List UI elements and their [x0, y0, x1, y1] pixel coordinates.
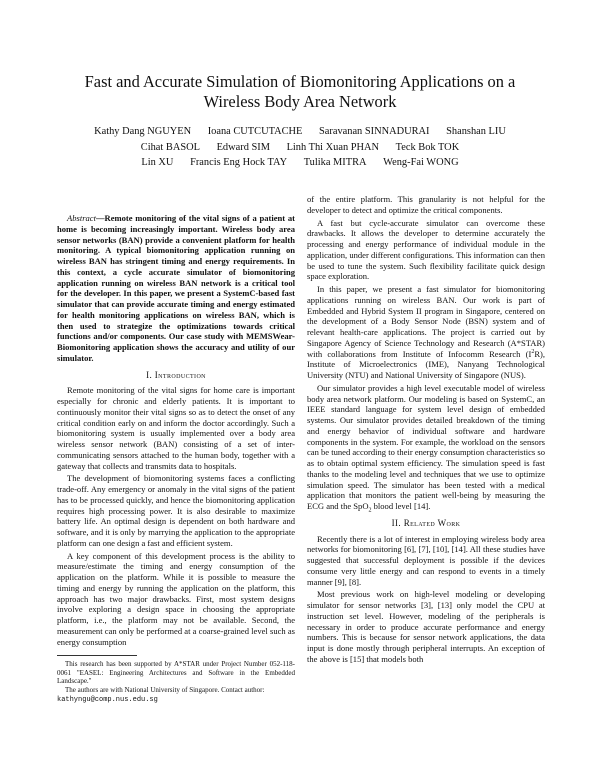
paragraph-text: In this paper, we present a fast simulator for biomonitoring applications running on wireless BAN. Our work is part of Embedded and Hybrid System II program in Singapore, centered on the development of a Body Sensor Node (BSN) system and of relevant health-care applications. The project is carried out by Singapore Agency of Science Technology and Research (A*STAR) with collaborations from Institute of Infocomm Research (I: [307, 284, 545, 359]
body-paragraph: A key component of this development process is the ability to measure/estimate the timing and energy consumption of the application on the platform. While it is possible to measure the timing and energy by running the application on the platform, this approach has two major drawbacks. First, most system designs involve exploring a design space in choosing the appropriate platform, i.e., the platform may not be available. Second, the measurement can only be performed at a coarse-grained level such as energy consumption: [57, 550, 295, 647]
author-name: Teck Bok TOK: [395, 141, 460, 153]
footnote-funding: This research has been supported by A*STAR under Project Number 052-118-0061 "EASEL: Engineering Architectures and Software in the Embedded Landscape.": [57, 660, 295, 686]
author-list: [60, 124, 540, 171]
left-column: [57, 213, 295, 704]
author-name: Kathy Dang NGUYEN: [94, 126, 192, 137]
paragraph-text: R), Institute of Microelectronics (IME), Nanyang Technological University (NTU) and National University of Singapore (NUS).: [307, 348, 545, 380]
body-paragraph: [307, 284, 545, 381]
author-line-3: [60, 155, 540, 171]
abstract-text: —Remote monitoring of the vital signs of a patient at home is becoming increasingly important. Wireless body area sensor networks (BAN) provide a convenient platform for health monitoring. A typical biomonitoring application running on wireless BAN has stringent timing and energy requirements. In this context, a cycle accurate simulator of biomonitoring application running on wireless BAN network is a critical tool for the developer. In this paper, we present a SystemC-based fast simulator that can provide accurate timing and energy estimated for health monitoring applications on wireless BAN, which is then used to strategize the optimizations towards critical functions and/or components. Our case study with MEMSWear-Biomonitoring application shows the accuracy and utility of our simulator.: [57, 213, 295, 363]
author-name: Ioana CUTCUTACHE: [207, 126, 303, 137]
paragraph-text: blood level [14].: [371, 501, 431, 511]
body-paragraph: Most previous work on high-level modeling or developing simulator for sensor networks [3], [13] only model the CPU at instruction set level. However, modeling of the peripherals is necessary in order to produce accurate performance and energy numbers. This is because for sensor network applications, the data input is done mostly through peripheral interrupts. An exception of the above is [15] that models both: [307, 589, 545, 664]
body-paragraph: The development of biomonitoring systems faces a conflicting trade-off. Any emergency or anomaly in the vital signs of the patient has to be processed quickly, and hence the biomonitoring application requires high processing power. It is also desirable to maximize battery life. An optimal design is dependent on both hardware and software, and it is only by marrying the application to the appropriate platform can one design a fast and efficient system.: [57, 473, 295, 548]
author-name: Lin XU: [141, 157, 174, 168]
section-title: Introduction: [154, 369, 206, 380]
body-paragraph: of the entire platform. This granularity is not helpful for the developer to detect and optimize the critical components.: [307, 194, 545, 215]
author-line-2: [60, 140, 540, 156]
body-paragraph: Recently there is a lot of interest in employing wireless body area networks for biomonitoring [6], [7], [10], [14]. All these studies have suggested that successful deployment is possible if the devices consume very little energy and can respond to events in a timely manner [9], [8].: [307, 533, 545, 587]
section-heading-related-work: [307, 518, 545, 529]
superscript: 2: [531, 348, 535, 355]
body-paragraph: A fast but cycle-accurate simulator can overcome these drawbacks. It allows the developer to determine accurately the processing and energy performance of individual module in the application, under different configurations. This information can then be used to tune the system. Such flexibility facilitate quick design space exploration.: [307, 217, 545, 282]
footnote-affiliation-text: The authors are with National University of Singapore. Contact author:: [65, 686, 265, 695]
paper-title: Fast and Accurate Simulation of Biomonitoring Applications on a Wireless Body Area Network: [84, 72, 516, 111]
author-name: Francis Eng Hock TAY: [190, 157, 288, 168]
author-name: Cihat BASOL: [140, 141, 200, 153]
footnote-rule: [57, 655, 137, 656]
section-number: II.: [391, 517, 402, 528]
body-paragraph: [307, 383, 545, 512]
author-name: Linh Thi Xuan PHAN: [286, 141, 380, 153]
section-number: I.: [146, 369, 153, 380]
footnotes: [57, 660, 295, 704]
paragraph-text: Our simulator provides a high level executable model of wireless body area network platform. Our modeling is based on SystemC, an IEEE standard language for system level design of embedded systems. Our simulator provides detailed breakdown of the timing and energy behavior of individual software and hardware components in the system. For example, the workload on the sensors can be tuned according to their energy consumption characteristics so as to obtain optimal system efficiency. The simulation speed is fast thanks to the modeling level and techniques that we use to optimize simulation speed. The simulator has been tested with a medical application that monitors the patient well-being by measuring the ECG and the SpO: [307, 382, 545, 511]
abstract: [57, 213, 295, 364]
subscript: 2: [368, 507, 372, 514]
author-name: Weng-Fai WONG: [383, 157, 459, 168]
author-line-1: [60, 124, 540, 140]
author-name: Shanshan LIU: [446, 126, 506, 137]
section-title: Related Work: [403, 517, 461, 528]
right-column: [307, 194, 545, 667]
body-paragraph: Remote monitoring of the vital signs for home care is important especially for chronic and elderly patients. It is important to continuously monitor their vital signs so as to detect the onset of any critical condition early on and inform the doctor accordingly. Such a biomonitoring system is usually implemented over a body area wireless sensor network (BAN) consisting of a set of inter-communicating sensors attached to the human body, together with a gateway that collects and transmits data to hospitals.: [57, 385, 295, 471]
abstract-lead: Abstract: [67, 213, 96, 223]
footnote-affiliation: [57, 686, 295, 704]
section-heading-introduction: [57, 370, 295, 381]
contact-email: kathyngu@comp.nus.edu.sg: [57, 695, 158, 704]
author-name: Tulika MITRA: [303, 157, 367, 168]
author-name: Edward SIM: [216, 141, 270, 153]
author-name: Saravanan SINNADURAI: [318, 126, 430, 137]
